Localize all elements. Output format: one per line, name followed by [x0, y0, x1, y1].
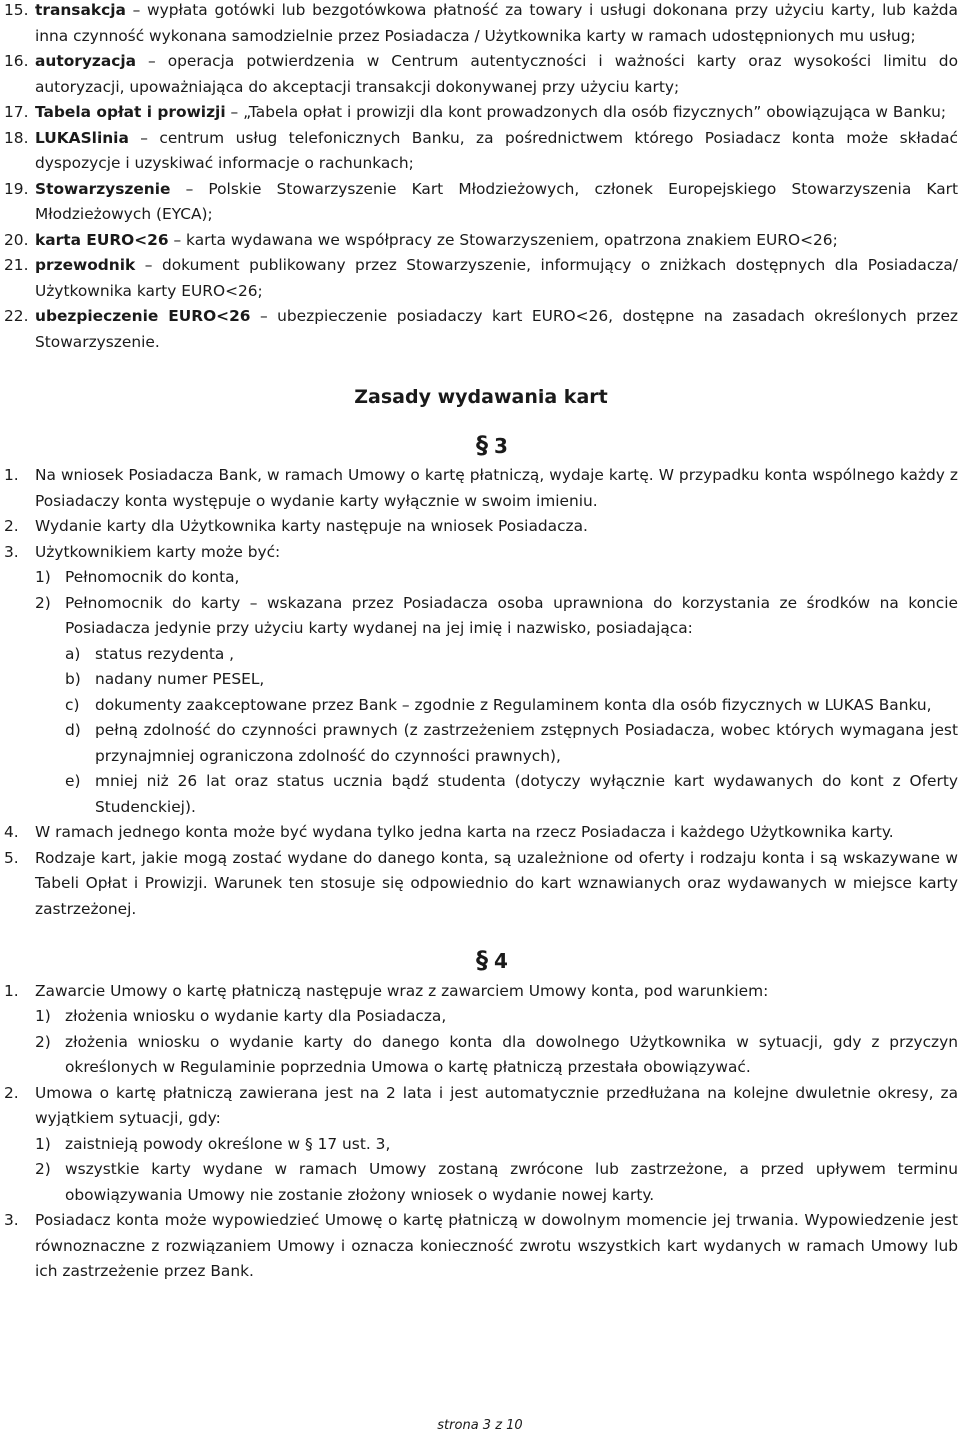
item-number: 18. — [4, 128, 29, 147]
sub-item-text: wszystkie karty wydane w ramach Umowy zostaną zwrócone lub zastrzeżone, a przed upływem terminu obowiązywania Umowy nie zostanie złożony wniosek o wydanie nowej karty. — [65, 1160, 958, 1204]
item-text: Na wniosek Posiadacza Bank, w ramach Umowy o kartę płatniczą, wydaje kartę. W przypadku konta wspólnego każdy z Posiadaczy konta występuje o wydanie karty wyłącznie w swoim imieniu. — [35, 466, 958, 510]
sub-item-number: 2) — [35, 1032, 51, 1051]
definitions-list — [4, 0, 958, 355]
paragraph-number: 3 — [494, 433, 508, 458]
page-footer: strona 3 z 10 — [437, 1418, 523, 1433]
definition-text: – operacja potwierdzenia w Centrum autentyczności i ważności karty oraz wysokości limitu do autoryzacji, upoważniająca do akceptacji transakcji dokonywanej przy użyciu karty; — [35, 52, 958, 96]
sub-sub-item — [65, 693, 958, 719]
paragraph-3-body — [4, 463, 958, 922]
sub-item-number: 1) — [35, 1007, 51, 1025]
item-number: 21. — [4, 256, 29, 274]
letter-label: e) — [65, 772, 81, 790]
sub-sub-item — [65, 718, 958, 769]
item-number: 15. — [4, 1, 29, 19]
definition-text: – wypłata gotówki lub bezgotówkowa płatność za towary i usługi dokonana przy użyciu karty, lub każda inna czynność wykonana samodzielnie przez Posiadacza / Użytkownika karty w ramach udostępnionych mu usług; — [35, 1, 958, 45]
sub-item-text: złożenia wniosku o wydanie karty do danego konta dla dowolnego Użytkownika w sytuacji, gdy z przyczyn określonych w Regulaminie poprzednia Umowa o kartę płatniczą przestała obowiązywać. — [65, 1032, 958, 1076]
item-text: Umowa o kartę płatniczą zawierana jest na 2 lata i jest automatycznie przedłużana na kolejne dwuletnie okresy, za wyjątkiem sytuacji, gdy: — [35, 1083, 958, 1127]
item-number: 17. — [4, 103, 29, 121]
definition-text: – centrum usług telefonicznych Banku, za pośrednictwem którego Posiadacz konta może składać dyspozycje i uzyskiwać informacje o rachunkach; — [35, 128, 958, 172]
sub-sub-item — [65, 642, 958, 668]
document-page — [4, 0, 958, 1285]
sub-sub-item — [65, 667, 958, 693]
sub-item-number: 2) — [35, 1160, 51, 1178]
sub-sub-item-text: dokumenty zaakceptowane przez Bank – zgodnie z Regulaminem konta dla osób fizycznych w LUKAS Banku, — [95, 695, 932, 714]
definition-term: karta EURO<26 — [35, 230, 169, 249]
list-item — [4, 1208, 958, 1285]
item-number: 4. — [4, 823, 19, 841]
list-item — [4, 463, 958, 514]
sub-sub-item-text: mniej niż 26 lat oraz status ucznia bądź studenta (dotyczy wyłącznie kart wydawanych do kont z Oferty Studenckiej). — [95, 772, 958, 816]
definition-19 — [4, 177, 958, 228]
definition-term: ubezpieczenie EURO<26 — [35, 307, 251, 325]
definition-15 — [4, 0, 958, 49]
item-text: Rodzaje kart, jakie mogą zostać wydane do danego konta, są uzależnione od oferty i rodzaju konta i są wskazywane w Tabeli Opłat i Prowizji. Warunek ten stosuje się odpowiednio do kart wznawianych oraz wydawanych w miejsce karty zastrzeżonej. — [35, 848, 958, 918]
paragraph-number: 4 — [494, 949, 508, 973]
section-title: Zasady wydawania kart — [354, 386, 608, 408]
list-item — [4, 1081, 958, 1209]
sub-item-text: złożenia wniosku o wydanie karty dla Posiadacza, — [65, 1007, 447, 1025]
sub-item-text: Pełnomocnik do konta, — [65, 568, 240, 586]
paragraph-heading-3 — [4, 430, 958, 460]
definition-17 — [4, 100, 958, 126]
paragraph-4-body — [4, 979, 958, 1285]
definition-16 — [4, 49, 958, 100]
item-number: 5. — [4, 848, 19, 867]
list-item — [4, 979, 958, 1081]
list-item — [4, 846, 958, 923]
definition-term: autoryzacja — [35, 52, 137, 70]
section-symbol: § — [476, 946, 489, 974]
sub-item-number: 2) — [35, 593, 51, 612]
definition-text: – dokument publikowany przez Stowarzyszenie, informujący o zniżkach dostępnych dla Posiadacza/ Użytkownika karty EURO<26; — [35, 256, 958, 300]
item-number: 3. — [4, 1211, 19, 1229]
definition-22 — [4, 304, 958, 355]
item-text: Użytkownikiem karty może być: — [35, 542, 281, 561]
sub-sub-item-text: pełną zdolność do czynności prawnych (z zastrzeżeniem zstępnych Posiadacza, wobec których wymagana jest przynajmniej ograniczona zdolność do czynności prawnych), — [95, 721, 958, 765]
definition-21 — [4, 253, 958, 304]
item-number: 1. — [4, 466, 19, 484]
definition-term: transakcja — [35, 1, 126, 19]
item-text: Wydanie karty dla Użytkownika karty następuje na wniosek Posiadacza. — [35, 517, 588, 535]
sub-item — [35, 1004, 958, 1030]
definition-term: Tabela opłat i prowizji — [35, 103, 226, 121]
definition-term: LUKASlinia — [35, 128, 129, 147]
definition-18 — [4, 126, 958, 177]
sub-item — [35, 1157, 958, 1208]
definition-text: – karta wydawana we współpracy ze Stowarzyszeniem, opatrzona znakiem EURO<26; — [168, 230, 838, 249]
sub-item — [35, 565, 958, 591]
list-item — [4, 540, 958, 821]
sub-item — [35, 591, 958, 821]
letter-label: c) — [65, 695, 80, 714]
list-item — [4, 820, 958, 846]
item-text: Posiadacz konta może wypowiedzieć Umowę o kartę płatniczą w dowolnym momencie jej trwania. Wypowiedzenie jest równoznaczne z rozwiązaniem Umowy i oznacza konieczność zwrotu wszystkich kart wydanych w ramach Umowy lub ich zastrzeżenie przez Bank. — [35, 1211, 958, 1280]
letter-label: d) — [65, 721, 81, 739]
item-number: 16. — [4, 52, 29, 70]
sub-item-number: 1) — [35, 1134, 51, 1153]
definition-term: Stowarzyszenie — [35, 179, 171, 198]
sub-sub-item-text: status rezydenta , — [95, 644, 235, 663]
sub-item — [35, 1030, 958, 1081]
item-number: 3. — [4, 542, 19, 561]
definition-term: przewodnik — [35, 256, 136, 274]
letter-label: b) — [65, 670, 81, 688]
sub-item-text: Pełnomocnik do karty – wskazana przez Posiadacza osoba uprawniona do korzystania ze środków na koncie Posiadacza jedynie przy użyciu karty wydanej na jej imię i nazwisko, posiadająca: — [65, 593, 958, 637]
item-number: 22. — [4, 307, 29, 325]
item-number: 19. — [4, 179, 29, 198]
section-symbol: § — [476, 430, 489, 459]
item-text: Zawarcie Umowy o kartę płatniczą następuje wraz z zawarciem Umowy konta, pod warunkiem: — [35, 981, 769, 1000]
letter-label: a) — [65, 644, 81, 663]
item-number: 20. — [4, 230, 29, 249]
definition-text: – ubezpieczenie posiadaczy kart EURO<26, dostępne na zasadach określonych przez Stowarzyszenie. — [35, 307, 958, 351]
sub-item-text: zaistnieją powody określone w § 17 ust. 3, — [65, 1134, 391, 1153]
list-item — [4, 514, 958, 540]
definition-20 — [4, 228, 958, 254]
sub-item-number: 1) — [35, 568, 51, 586]
item-number: 2. — [4, 1083, 19, 1102]
sub-item — [35, 1132, 958, 1158]
definition-text: – Polskie Stowarzyszenie Kart Młodzieżowych, członek Europejskiego Stowarzyszenia Kart Młodzieżowych (EYCA); — [35, 179, 958, 223]
sub-sub-item — [65, 769, 958, 820]
sub-sub-item-text: nadany numer PESEL, — [95, 670, 265, 688]
paragraph-heading-4 — [4, 948, 958, 975]
item-number: 2. — [4, 517, 19, 535]
item-number: 1. — [4, 981, 19, 1000]
definition-text: – „Tabela opłat i prowizji dla kont prowadzonych dla osób fizycznych” obowiązująca w Banku; — [225, 103, 947, 121]
item-text: W ramach jednego konta może być wydana tylko jedna karta na rzecz Posiadacza i każdego Użytkownika karty. — [35, 823, 894, 841]
